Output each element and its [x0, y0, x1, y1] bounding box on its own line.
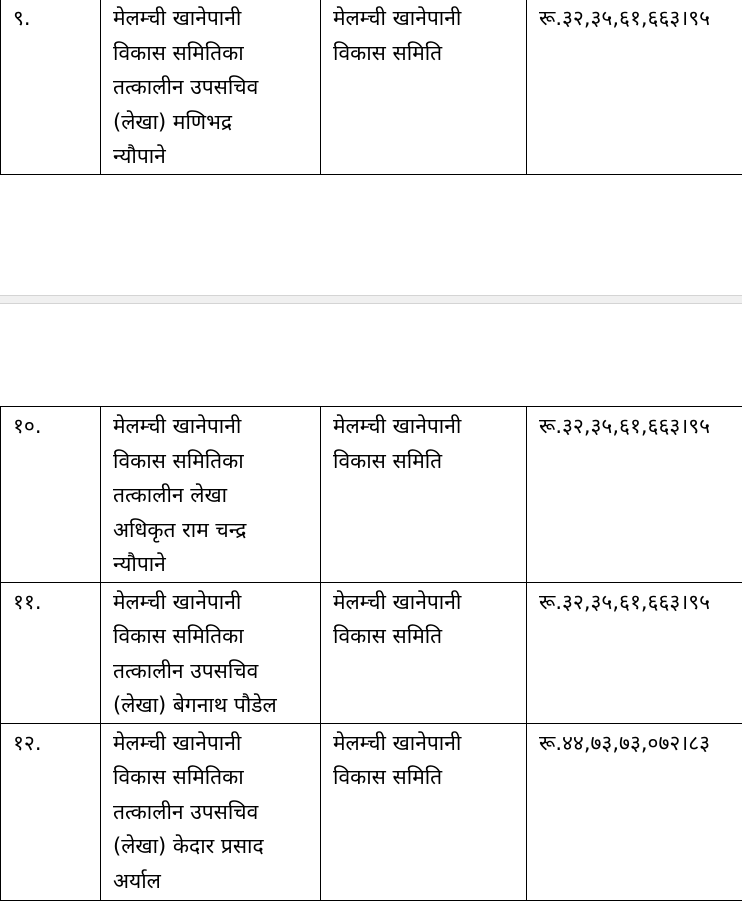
name-line: विकास समितिका — [113, 36, 312, 71]
table-row — [1, 407, 742, 583]
name-line: न्यौपाने — [113, 139, 312, 174]
organization-cell — [321, 0, 527, 174]
official-name-cell — [101, 582, 321, 723]
name-line: न्यौपाने — [113, 547, 312, 582]
org-line: विकास समिति — [333, 36, 518, 71]
name-line: विकास समितिका — [113, 619, 312, 654]
table-row — [1, 0, 742, 174]
amount-cell: रू.३२,३५,६१,६६३।९५ — [527, 0, 742, 174]
serial-number-cell: १०. — [1, 407, 101, 583]
org-line: विकास समिति — [333, 619, 518, 654]
name-line: तत्कालीन उपसचिव — [113, 654, 312, 689]
name-line: मेलम्ची खानेपानी — [113, 585, 312, 620]
organization-cell — [321, 723, 527, 900]
serial-number-cell: १२. — [1, 723, 101, 900]
org-line: मेलम्ची खानेपानी — [333, 726, 518, 761]
name-line: (लेखा) मणिभद्र — [113, 105, 312, 140]
name-line: तत्कालीन लेखा — [113, 478, 312, 513]
page-break — [0, 295, 742, 304]
name-line: मेलम्ची खानेपानी — [113, 726, 312, 761]
table-row — [1, 723, 742, 900]
organization-cell — [321, 582, 527, 723]
table-top — [0, 0, 742, 175]
name-line: (लेखा) बेगनाथ पौडेल — [113, 688, 312, 723]
name-line: मेलम्ची खानेपानी — [113, 409, 312, 444]
org-line: विकास समिति — [333, 760, 518, 795]
official-name-cell — [101, 407, 321, 583]
serial-number-cell: ११. — [1, 582, 101, 723]
org-line: मेलम्ची खानेपानी — [333, 585, 518, 620]
amount-cell: रू.३२,३५,६१,६६३।९५ — [527, 407, 742, 583]
official-name-cell — [101, 723, 321, 900]
org-line: मेलम्ची खानेपानी — [333, 409, 518, 444]
name-line: तत्कालीन उपसचिव — [113, 795, 312, 830]
amount-cell: रू.३२,३५,६१,६६३।९५ — [527, 582, 742, 723]
serial-number-cell: ९. — [1, 0, 101, 174]
org-line: मेलम्ची खानेपानी — [333, 1, 518, 36]
official-name-cell — [101, 0, 321, 174]
name-line: अधिकृत राम चन्द्र — [113, 513, 312, 548]
name-line: विकास समितिका — [113, 444, 312, 479]
organization-cell — [321, 407, 527, 583]
name-line: विकास समितिका — [113, 760, 312, 795]
name-line: तत्कालीन उपसचिव — [113, 70, 312, 105]
name-line: अर्याल — [113, 864, 312, 899]
table-row — [1, 582, 742, 723]
name-line: मेलम्ची खानेपानी — [113, 1, 312, 36]
table-bottom — [0, 406, 742, 901]
amount-cell: रू.४४,७३,७३,०७२।८३ — [527, 723, 742, 900]
name-line: (लेखा) केदार प्रसाद — [113, 829, 312, 864]
org-line: विकास समिति — [333, 444, 518, 479]
